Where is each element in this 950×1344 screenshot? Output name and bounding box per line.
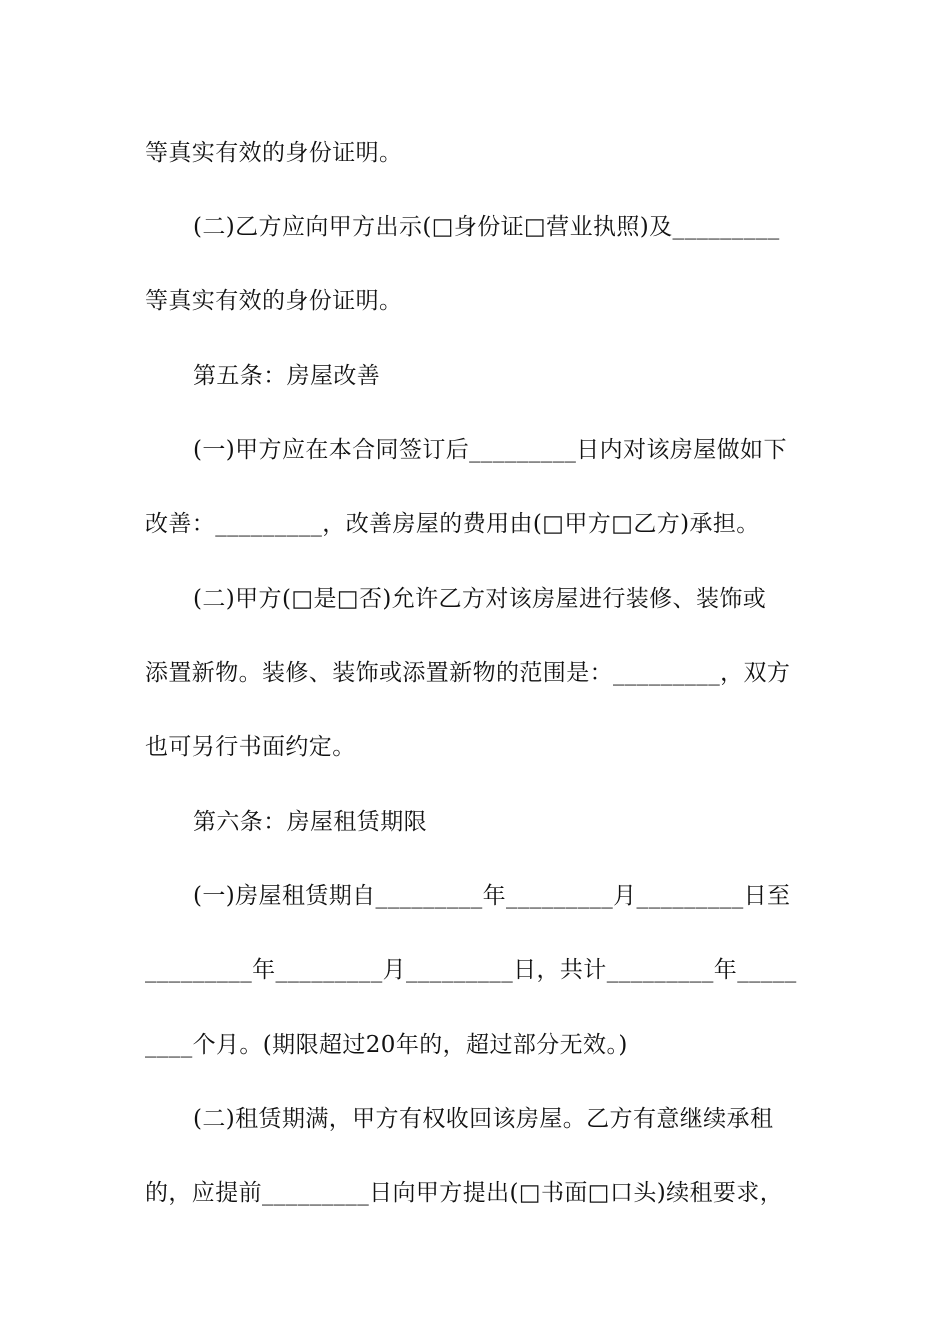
clause-item-line: (二)租赁期满，甲方有权收回该房屋。乙方有意继续承租	[193, 1106, 774, 1132]
clause-item-line: (二)乙方应向甲方出示(□身份证□营业执照)及_________	[193, 214, 780, 240]
paragraph-line: ____个月。(期限超过20年的，超过部分无效。)	[145, 1032, 628, 1058]
clause-item-line: (二)甲方(□是□否)允许乙方对该房屋进行装修、装饰或	[193, 586, 767, 612]
clause-item-line: (一)甲方应在本合同签订后_________日内对该房屋做如下	[193, 437, 787, 463]
paragraph-line: 改善：_________，改善房屋的费用由(□甲方□乙方)承担。	[145, 511, 760, 537]
paragraph-line: 的，应提前_________日向甲方提出(□书面□口头)续租要求，	[145, 1180, 784, 1206]
article-heading: 第五条：房屋改善	[193, 363, 381, 389]
paragraph-line: 等真实有效的身份证明。	[145, 288, 403, 314]
paragraph-line: 等真实有效的身份证明。	[145, 140, 403, 166]
paragraph-line: 也可另行书面约定。	[145, 734, 356, 760]
clause-item-line: (一)房屋租赁期自_________年_________月_________日至	[193, 883, 791, 909]
article-heading: 第六条：房屋租赁期限	[193, 809, 427, 835]
paragraph-line: 添置新物。装修、装饰或添置新物的范围是：_________，双方	[145, 660, 791, 686]
paragraph-line: _________年_________月_________日，共计_________年_____	[145, 957, 797, 983]
